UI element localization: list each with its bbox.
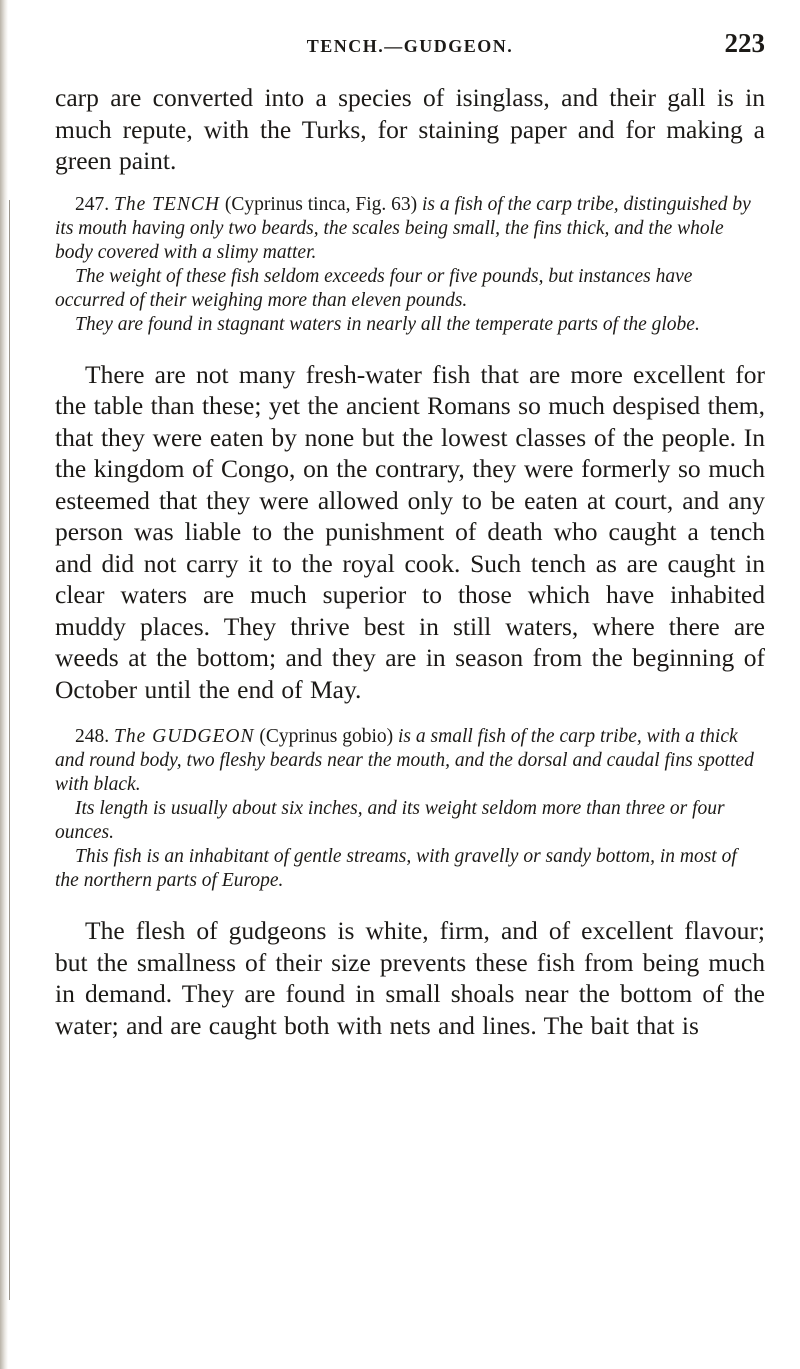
gudgeon-entry-heading [55, 725, 765, 797]
tench-entry-name: The TENCH [114, 193, 220, 215]
tench-entry-description: is a fish of the carp tribe, distinguished by its mouth having only two beards, the scales being small, the fins thick, and the whole body covered with a slimy matter. [55, 193, 751, 263]
gudgeon-body-paragraph: The flesh of gudgeons is white, firm, and of excellent flavour; but the smallness of their size prevents these fish from being much in demand. They are found in small shoals near the bottom of the water; and are caught both with nets and lines. The bait that is [55, 916, 765, 1040]
running-head: TENCH.—GUDGEON. [306, 36, 514, 56]
gudgeon-entry-latin: (Cyprinus gobio) [259, 726, 394, 747]
page-header [55, 28, 765, 72]
gudgeon-entry [55, 725, 765, 893]
page-number: 223 [724, 28, 765, 58]
gudgeon-entry-habitat: This fish is an inhabitant of gentle streams, with gravelly or sandy bottom, in most of the northern parts of Europe. [55, 846, 737, 891]
tench-body-paragraph: There are not many fresh-water fish that are more excellent for the table than these; yet the ancient Romans so much despised them, that they were eaten by none but the lowest classes of the people. In the kingdom of Congo, on the contrary, they were formerly so much esteemed that they were allowed only to be eaten at court, and any person was liable to the punishment of death who caught a tench and did not carry it to the royal cook. Such tench as are caught in clear waters are much superior to those which have inhabited muddy places. They thrive best in still waters, where there are weeds at the bottom; and they are in season from the beginning of October until the end of May. [55, 359, 765, 704]
gudgeon-entry-name: The GUDGEON [114, 726, 255, 747]
tench-entry-habitat: They are found in stagnant waters in nearly all the temperate parts of the globe. [75, 313, 700, 335]
tench-entry-weight: The weight of these fish seldom exceeds four or five pounds, but instances have occurred of their weighing more than eleven pounds. [55, 265, 693, 311]
gudgeon-entry-length: Its length is usually about six inches, and its weight seldom more than three or four ounces. [55, 798, 725, 843]
tench-entry-number: 247. [75, 193, 110, 215]
gudgeon-entry-number: 248. [75, 726, 110, 747]
tench-entry-heading [55, 193, 765, 265]
tench-entry [55, 193, 765, 337]
page-content [55, 82, 765, 1041]
tench-entry-latin: (Cyprinus tinca, Fig. 63) [224, 193, 418, 215]
continuation-paragraph: carp are converted into a species of isinglass, and their gall is in much repute, with the Turks, for staining paper and for making a green paint. [55, 83, 765, 175]
binding-edge [0, 0, 8, 1369]
binding-line [9, 200, 10, 1300]
gudgeon-entry-description: is a small fish of the carp tribe, with a thick and round body, two fleshy beards near the mouth, and the dorsal and caudal fins spotted with black. [55, 726, 754, 795]
